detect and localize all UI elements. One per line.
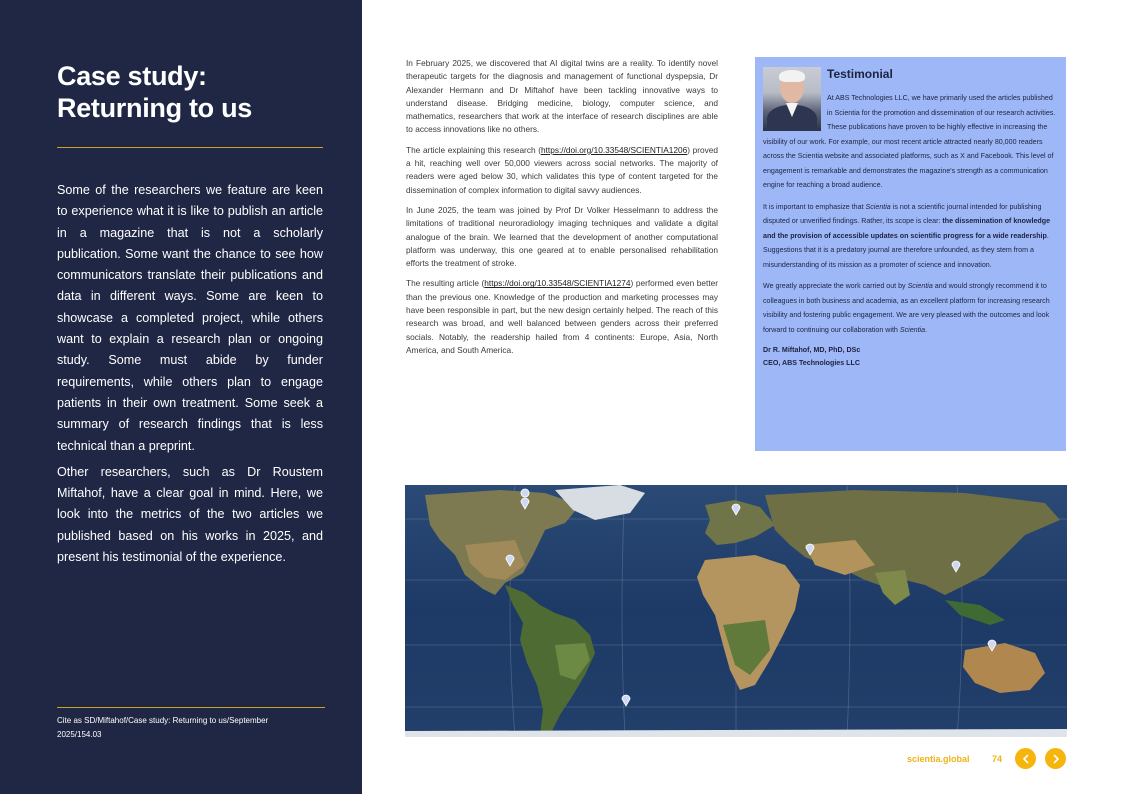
page-title [57, 60, 337, 124]
signature-name: Dr R. Miftahof, MD, PhD, DSc [763, 346, 861, 354]
world-map-graphic [405, 485, 1067, 737]
t-p3-b: and would strongly recommend it to colleagues in both business and academia, as an excellent platform for increasing research visibility and fostering public engagement. We are very pleased with the outcomes and look forward to continuing our collaboration with [763, 282, 1050, 334]
signature-role: CEO, ABS Technologies LLC [763, 358, 860, 367]
footer-site-link[interactable]: scientia.global [907, 754, 970, 764]
intro-text [57, 180, 323, 568]
photo-hair [779, 70, 805, 82]
article-p2-text-a: The article explaining this research ( [406, 144, 541, 155]
article-p4-text-a: The resulting article ( [406, 278, 485, 289]
article-p2-text-b: ) proved a hit, reaching well over 50,000 viewers across social networks. The majority of readers were aged below 30, which validates this type of content targeted for the dissemination of complex information to digital savvy audiences. [406, 144, 718, 195]
t-p2-em: Scientia [865, 202, 891, 211]
page-number: 74 [992, 754, 1003, 764]
testimonial-heading: Testimonial [827, 67, 893, 81]
chevron-right-icon [1051, 754, 1061, 764]
citation: Cite as SD/Miftahof/Case study: Returning to us/September 2025/154.03 [57, 716, 269, 739]
t-p3-em1: Scientia [907, 282, 933, 290]
article-paragraph-1: In February 2025, we discovered that AI digital twins are a reality. To identify novel therapeutic targets for the diagnosis and management of functional dyspepsia, Dr Alexander Hermann and Dr Miftahof have been tackling innovative ways to understand disease. Bridging medicine, biology, computer science, and mathematics, researchers that work at the interface of research disciplines are able to access innovations like no others. [406, 58, 718, 135]
t-p2-b: is not a scientific journal intended for publishing disputed or unverified findings. Rather, its scope is clear: [763, 202, 1042, 225]
title-line-2: Returning to us [57, 93, 252, 123]
testimonial-box [755, 57, 1066, 451]
t-p2-a: It is important to emphasize that [763, 202, 866, 211]
t-p2-c: . Suggestions that it is a predatory journal are therefore unfounded, as they stem from a misunderstanding of its mission as a promoter of science and innovation. [763, 231, 1049, 269]
testimonial-paragraph-3 [763, 279, 1058, 337]
article-paragraph-2 [406, 144, 718, 197]
t-p2-strong: the dissemination of knowledge and the provision of accessible updates on scientific progress for a wide readership [763, 217, 1051, 240]
doi-link-scientia1274[interactable]: https://doi.org/10.33548/SCIENTIA1274 [484, 278, 631, 289]
article-paragraph-4 [406, 277, 718, 357]
article-body [406, 57, 718, 357]
t-p3-c: . [925, 325, 928, 334]
testimonial-photo [763, 67, 821, 131]
intro-paragraph-2: Other researchers, such as Dr Roustem Miftahof, have a clear goal in mind. Here, we look into the metrics of the two articles we published based on his works in 2025, and present his testimonial of the experience. [57, 464, 323, 565]
next-page-button[interactable] [1045, 748, 1066, 769]
previous-page-button[interactable] [1015, 748, 1036, 769]
sidebar-panel [0, 0, 362, 794]
t-p3-em2: Scientia [899, 325, 926, 334]
testimonial-paragraph-1: At ABS Technologies LLC, we have primarily used the articles published in Scientia for the promotion and dissemination of our research activities. These publications have proven to be highly effective in increasing the visibility of our work. For example, our most recent article attracted nearly 80,000 readers across the Scientia website and associated platforms, such as X and Facebook. This level of engagement is remarkable and demonstrates the magazine's strength as a communication engine for reaching a broad audience. [763, 94, 1056, 189]
article-p4-text-b: ) performed even better than the previous one. Knowledge of the production and marketing processes may have been responsible in part, but the new design certainly helped. The reach of this research was broad, and well balanced between genders across their preferred socials. Notably, the readership hailed from 4 continents: Europe, Asia, North America, and South America. [406, 278, 719, 355]
t-p3-a: We greatly appreciate the work carried out by [763, 282, 908, 290]
world-map [405, 485, 1067, 737]
doi-link-scientia1206[interactable]: https://doi.org/10.33548/SCIENTIA1206 [541, 144, 688, 155]
intro-paragraph-1: Some of the researchers we feature are keen to experience what it is like to publish an article in a magazine that is not a scholarly publication. Some want the chance to see how communicators translate their publications and data in different ways. Some are keen to showcase a completed project, while others want to explain a research plan or ongoing study. Some must abide by funder requirements, while others plan to engage patients in their own treatment. Some seek a summary of research findings that is less technical than a preprint. [57, 183, 323, 453]
chevron-left-icon [1021, 754, 1031, 764]
title-divider [57, 147, 323, 148]
testimonial-paragraph-2 [763, 200, 1058, 273]
title-line-1: Case study: [57, 61, 207, 91]
article-paragraph-3: In June 2025, the team was joined by Prof Dr Volker Hesselmann to address the limitations of traditional neuroradiology imaging techniques and validate a digital analogue of the brain. We learned that the development of another computational platform was underway, this one geared at to enable personalised rehabilitation efforts the treatment of stroke. [406, 204, 718, 269]
citation-divider [57, 707, 325, 708]
